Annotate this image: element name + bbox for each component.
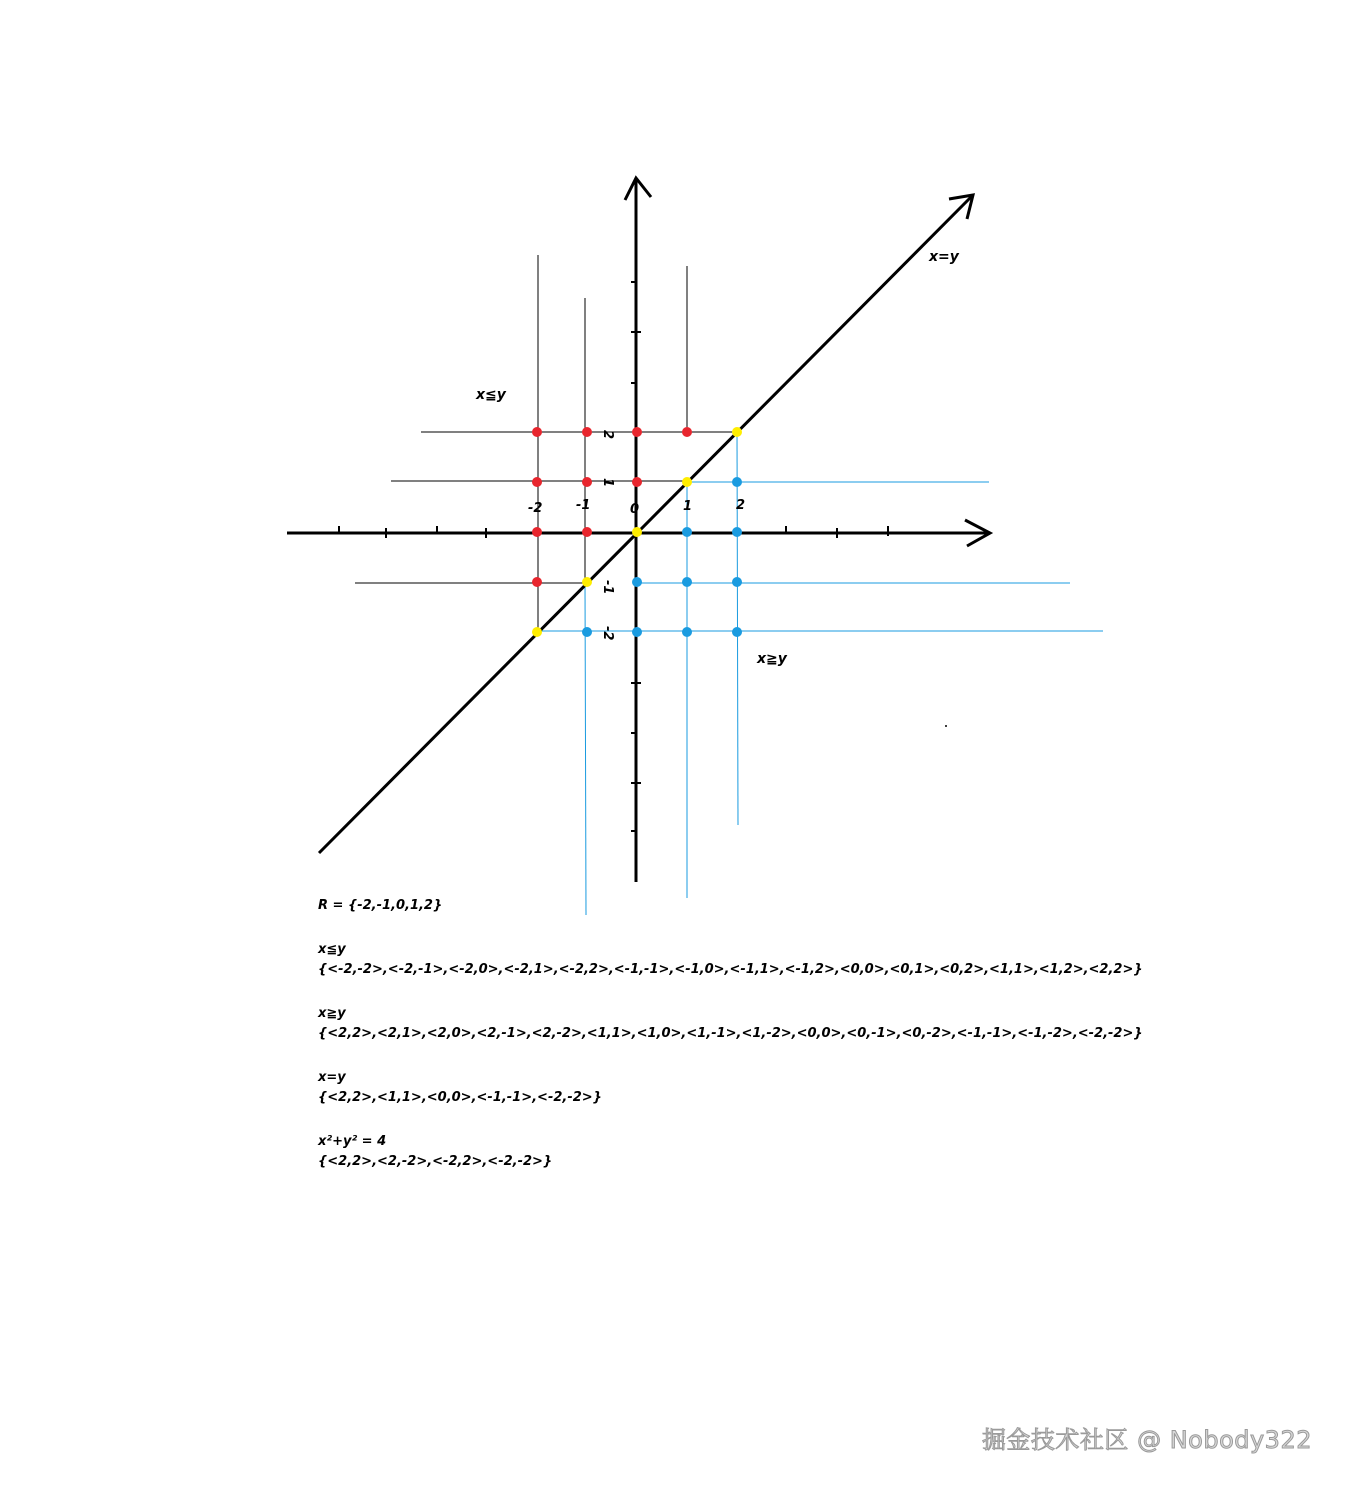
lower-point <box>732 627 742 637</box>
diagonal-point <box>582 577 592 587</box>
upper-point <box>532 477 542 487</box>
upper-point <box>532 427 542 437</box>
x-tick-label: -2 <box>528 501 543 516</box>
lower-region-label: x≧y <box>757 651 787 667</box>
upper-grid-lines <box>355 255 737 632</box>
le-block <box>318 940 1298 980</box>
x-tick-label: 2 <box>736 498 746 513</box>
diagonal-point <box>632 527 642 537</box>
diagonal-point <box>682 477 692 487</box>
ge-block <box>318 1004 1298 1044</box>
y-tick-label: -1 <box>600 580 615 595</box>
lower-point <box>682 577 692 587</box>
upper-point <box>632 477 642 487</box>
lower-point <box>632 627 642 637</box>
lower-point <box>632 577 642 587</box>
circle-title: x²+y² = 4 <box>318 1134 387 1149</box>
diagonal-label: x=y <box>929 249 959 265</box>
watermark: 掘金技术社区 @ Nobody322 <box>981 1426 1312 1454</box>
upper-point <box>582 427 592 437</box>
lower-point <box>682 527 692 537</box>
y-tick-label: -2 <box>600 626 615 641</box>
y-axis-arrow <box>625 178 651 200</box>
y-tick-label: 1 <box>600 478 615 488</box>
stray-dot <box>945 725 947 727</box>
y-tick-label: 2 <box>600 430 615 440</box>
diagonal-point <box>732 427 742 437</box>
lower-point <box>732 527 742 537</box>
lower-grid-lines <box>538 432 1103 915</box>
diagonal-point <box>532 627 542 637</box>
circle-block <box>318 1132 1298 1172</box>
x-tick-label: 1 <box>683 499 693 514</box>
upper-point <box>532 577 542 587</box>
lower-point <box>582 627 592 637</box>
upper-point <box>682 427 692 437</box>
eq-title: x=y <box>318 1070 346 1085</box>
y-tick-labels <box>600 430 615 640</box>
upper-point <box>532 527 542 537</box>
ge-set: {<2,2>,<2,1>,<2,0>,<2,-1>,<2,-2>,<1,1>,<1,0>,<1,-1>,<1,-2>,<0,0>,<0,-1>,<0,-2>,<-1,-1>,<-1,-2>,<-2,-2>} <box>318 1026 1143 1041</box>
le-title: x≦y <box>318 942 346 957</box>
lower-point <box>732 477 742 487</box>
eq-block <box>318 1068 1298 1108</box>
upper-region-label: x≦y <box>476 387 506 403</box>
upper-point <box>632 427 642 437</box>
lower-point <box>682 627 692 637</box>
le-set: {<-2,-2>,<-2,-1>,<-2,0>,<-2,1>,<-2,2>,<-1,-1>,<-1,0>,<-1,1>,<-1,2>,<0,0>,<0,1>,<0,2>,<1,1>,<1,2>,<2,2>} <box>318 962 1143 977</box>
x-tick-label: -1 <box>576 498 591 513</box>
upper-point <box>582 477 592 487</box>
diagonal-line <box>319 195 973 853</box>
set-r-block <box>318 896 1298 916</box>
set-r: R = {-2,-1,0,1,2} <box>318 898 443 913</box>
ge-title: x≧y <box>318 1006 346 1021</box>
lower-point <box>732 577 742 587</box>
x-tick-label: 0 <box>630 502 640 517</box>
circle-set: {<2,2>,<2,-2>,<-2,2>,<-2,-2>} <box>318 1154 553 1169</box>
upper-point <box>582 527 592 537</box>
eq-set: {<2,2>,<1,1>,<0,0>,<-1,-1>,<-2,-2>} <box>318 1090 602 1105</box>
notes-panel <box>318 896 1298 1196</box>
